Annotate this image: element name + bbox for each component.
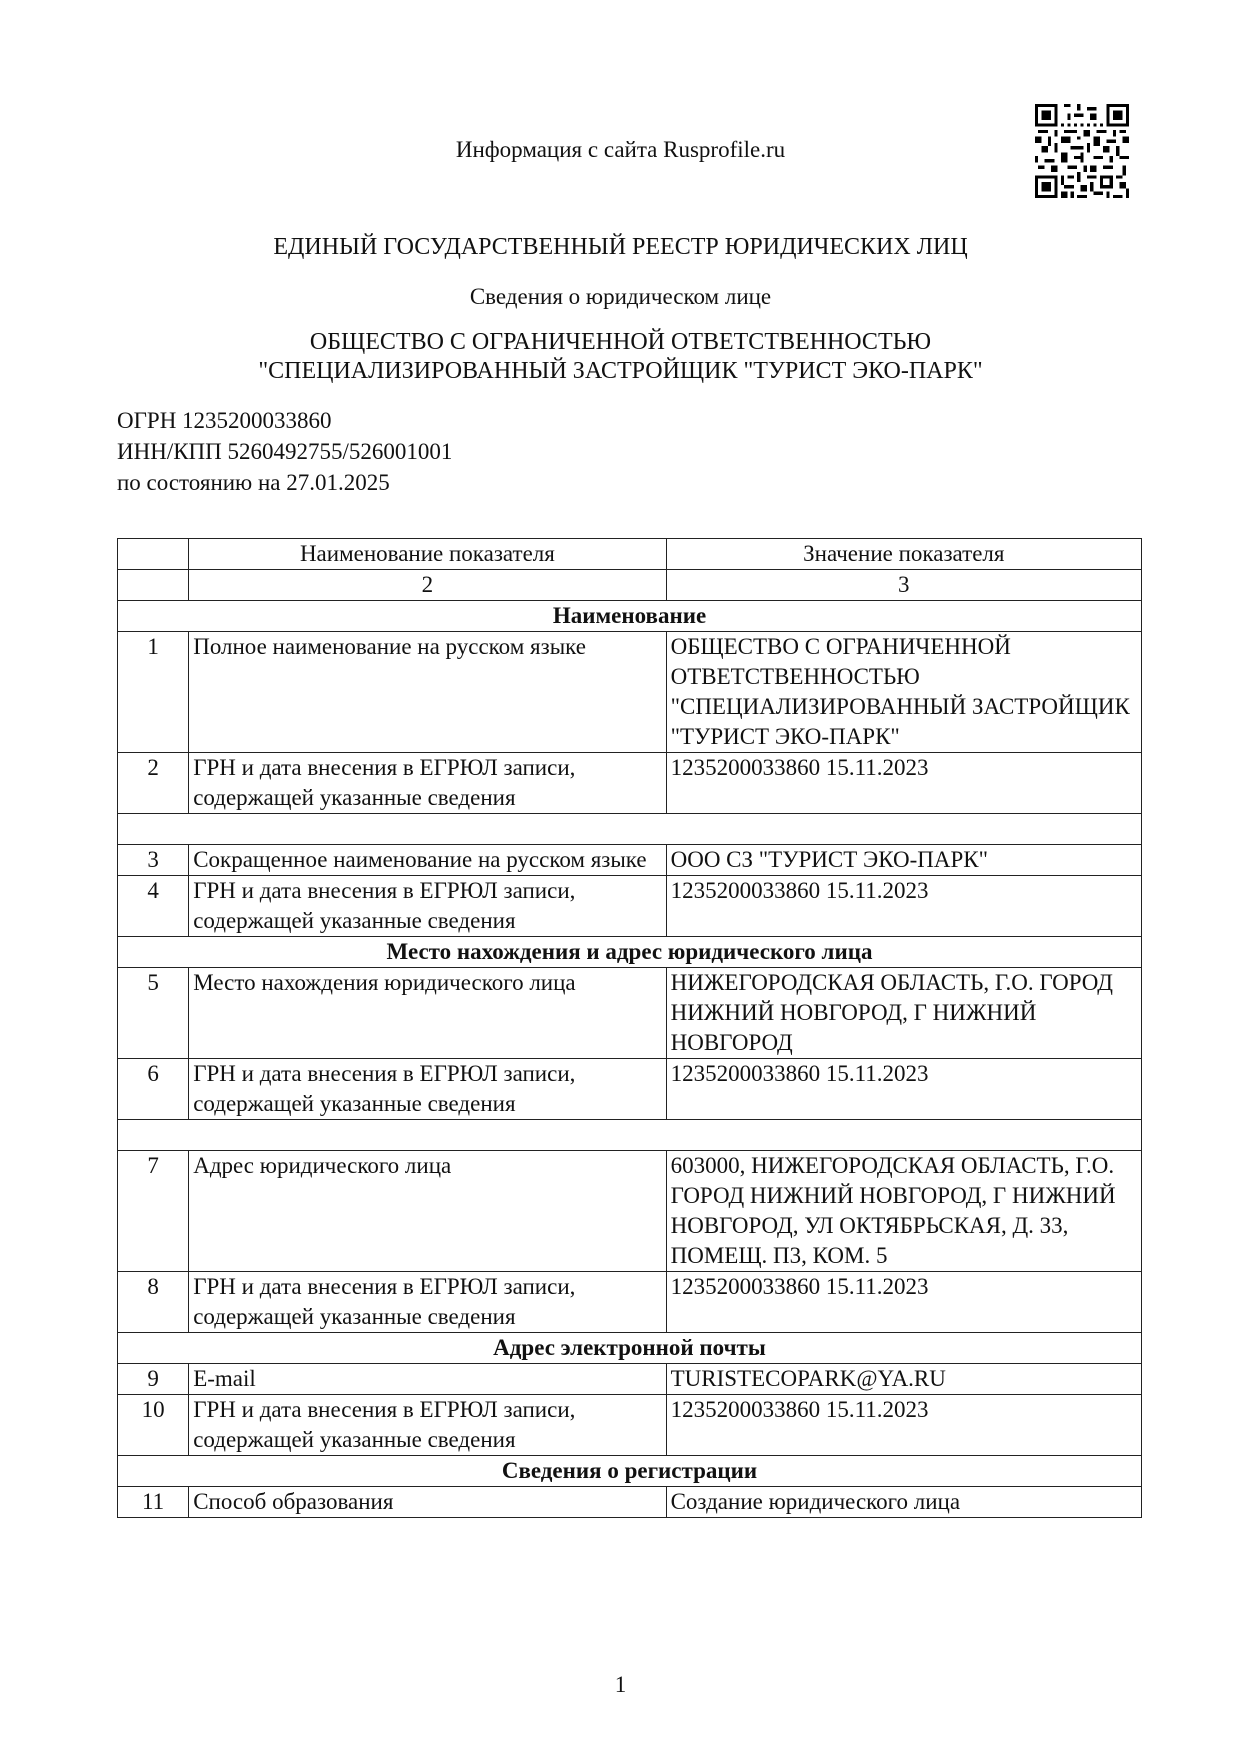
row-label: ГРН и дата внесения в ЕГРЮЛ записи, содержащей указанные сведения [189, 753, 666, 814]
register-title: ЕДИНЫЙ ГОСУДАРСТВЕННЫЙ РЕЕСТР ЮРИДИЧЕСКИХ ЛИЦ [273, 234, 968, 260]
table-row [118, 1151, 1142, 1272]
row-value: 1235200033860 15.11.2023 [666, 876, 1141, 937]
header-cell-value: Значение показателя [666, 539, 1141, 570]
row-number: 6 [118, 1059, 189, 1120]
row-number: 9 [118, 1364, 189, 1395]
row-number: 7 [118, 1151, 189, 1272]
header-cell-num [118, 539, 189, 570]
ogrn: ОГРН 1235200033860 [117, 408, 332, 433]
table-row [118, 1059, 1142, 1120]
row-label: E-mail [189, 1364, 666, 1395]
row-value: НИЖЕГОРОДСКАЯ ОБЛАСТЬ, Г.О. ГОРОД НИЖНИЙ НОВГОРОД, Г НИЖНИЙ НОВГОРОД [666, 968, 1141, 1059]
row-value: TURISTECOPARK@YA.RU [666, 1364, 1141, 1395]
header-cell-indicator: Наименование показателя [189, 539, 666, 570]
table-header-row [118, 539, 1142, 570]
row-label: Полное наименование на русском языке [189, 632, 666, 753]
row-label: Сокращенное наименование на русском языке [189, 845, 666, 876]
table-row [118, 632, 1142, 753]
row-label: ГРН и дата внесения в ЕГРЮЛ записи, содержащей указанные сведения [189, 1395, 666, 1456]
row-value: 1235200033860 15.11.2023 [666, 1395, 1141, 1456]
row-label: ГРН и дата внесения в ЕГРЮЛ записи, содержащей указанные сведения [189, 876, 666, 937]
section-row-email [118, 1333, 1142, 1364]
section-title: Место нахождения и адрес юридического лица [118, 937, 1142, 968]
company-name-line: "СПЕЦИАЛИЗИРОВАННЫЙ ЗАСТРОЙЩИК "ТУРИСТ ЭКО-ПАРК" [258, 358, 983, 384]
row-number: 2 [118, 753, 189, 814]
row-value: ОБЩЕСТВО С ОГРАНИЧЕННОЙ ОТВЕТСТВЕННОСТЬЮ "СПЕЦИАЛИЗИРОВАННЫЙ ЗАСТРОЙЩИК "ТУРИСТ ЭКО-ПАРК" [666, 632, 1141, 753]
as-of-date: по состоянию на 27.01.2025 [117, 470, 390, 495]
section-row-name [118, 601, 1142, 632]
row-value: ООО СЗ "ТУРИСТ ЭКО-ПАРК" [666, 845, 1141, 876]
spacer-row [118, 814, 1142, 845]
table-row [118, 753, 1142, 814]
row-value: 1235200033860 15.11.2023 [666, 1272, 1141, 1333]
row-value: 1235200033860 15.11.2023 [666, 1059, 1141, 1120]
numbering-cell: 2 [189, 570, 666, 601]
section-title: Адрес электронной почты [118, 1333, 1142, 1364]
row-label: ГРН и дата внесения в ЕГРЮЛ записи, содержащей указанные сведения [189, 1272, 666, 1333]
row-number: 3 [118, 845, 189, 876]
row-label: ГРН и дата внесения в ЕГРЮЛ записи, содержащей указанные сведения [189, 1059, 666, 1120]
table-row [118, 1395, 1142, 1456]
row-number: 11 [118, 1487, 189, 1518]
register-subtitle: Сведения о юридическом лице [469, 284, 772, 309]
company-identifiers [117, 405, 452, 498]
row-number: 8 [118, 1272, 189, 1333]
numbering-cell: 3 [666, 570, 1141, 601]
row-label: Место нахождения юридического лица [189, 968, 666, 1059]
row-value: 603000, НИЖЕГОРОДСКАЯ ОБЛАСТЬ, Г.О. ГОРОД НИЖНИЙ НОВГОРОД, Г НИЖНИЙ НОВГОРОД, УЛ ОКТЯБРЬСКАЯ, Д. 33, ПОМЕЩ. П3, КОМ. 5 [666, 1151, 1141, 1272]
row-number: 1 [118, 632, 189, 753]
page-number: 1 [614, 1672, 627, 1697]
table-row [118, 968, 1142, 1059]
row-value: 1235200033860 15.11.2023 [666, 753, 1141, 814]
row-label: Способ образования [189, 1487, 666, 1518]
table-row [118, 876, 1142, 937]
table-row [118, 1364, 1142, 1395]
qr-code-icon [1035, 104, 1129, 198]
row-label: Адрес юридического лица [189, 1151, 666, 1272]
table-row [118, 845, 1142, 876]
spacer-row [118, 1120, 1142, 1151]
row-number: 4 [118, 876, 189, 937]
row-number: 10 [118, 1395, 189, 1456]
company-name [0, 328, 1241, 386]
section-title: Сведения о регистрации [118, 1456, 1142, 1487]
section-row-registration [118, 1456, 1142, 1487]
company-name-line: ОБЩЕСТВО С ОГРАНИЧЕННОЙ ОТВЕТСТВЕННОСТЬЮ [309, 329, 932, 355]
section-title: Наименование [118, 601, 1142, 632]
section-row-location [118, 937, 1142, 968]
row-number: 5 [118, 968, 189, 1059]
table-row [118, 1487, 1142, 1518]
numbering-cell [118, 570, 189, 601]
register-table [117, 538, 1142, 1518]
table-row [118, 1272, 1142, 1333]
source-caption: Информация с сайта Rusprofile.ru [455, 137, 786, 162]
row-value: Создание юридического лица [666, 1487, 1141, 1518]
table-numbering-row [118, 570, 1142, 601]
inn-kpp: ИНН/КПП 5260492755/526001001 [117, 439, 453, 464]
